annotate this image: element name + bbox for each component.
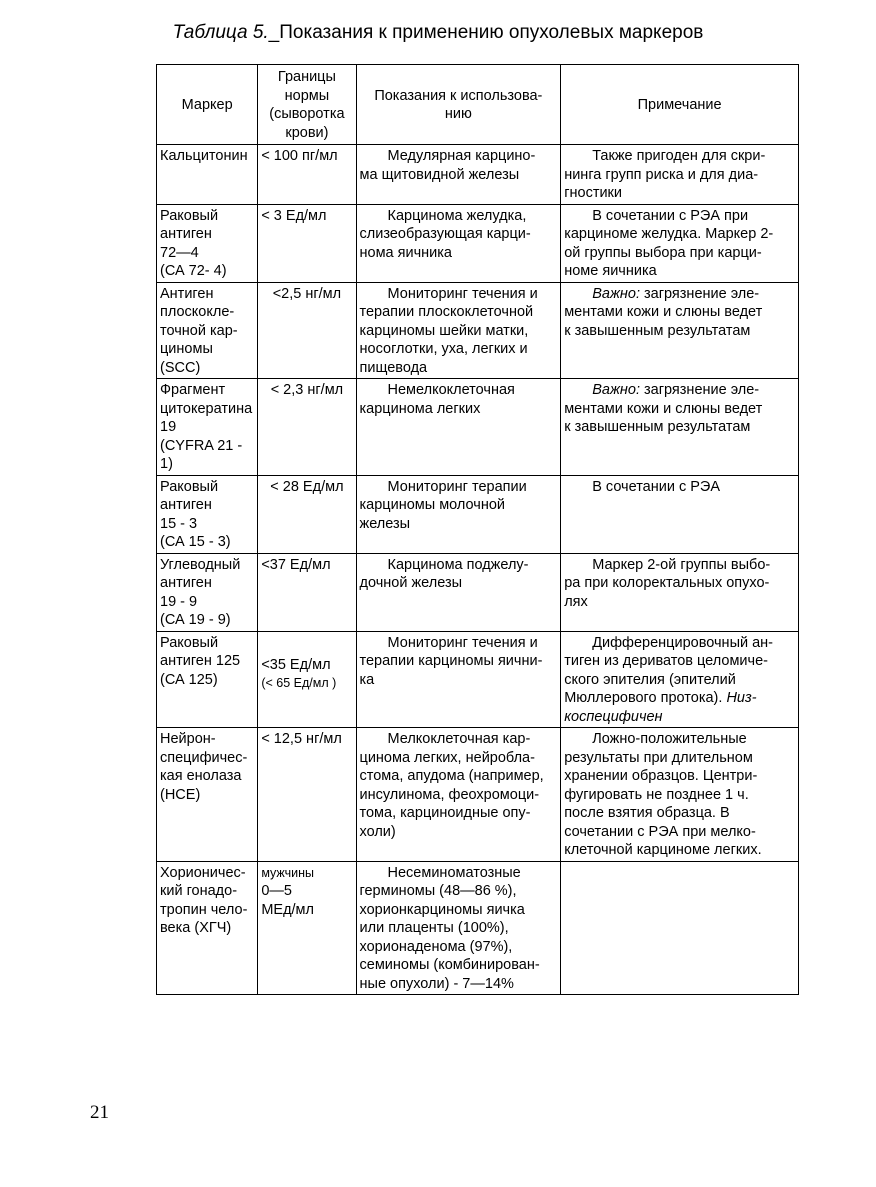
note-line — [564, 400, 795, 419]
note-line — [564, 381, 795, 400]
indication-cell — [356, 282, 561, 379]
note-line — [564, 478, 795, 497]
indication-cell-line: терапии карциномы яични- — [359, 653, 543, 669]
norm-cell-line: <2,5 нг/мл — [272, 285, 342, 302]
indication-cell-line: ные опухоли) - 7—14% — [359, 975, 514, 992]
indication-cell-line: нома яичника — [359, 244, 452, 261]
note-cell-line: Также пригоден для скри- — [592, 148, 766, 164]
header-norm-line: Границы — [277, 69, 336, 85]
marker-cell-line: Хорионичес- — [160, 864, 246, 881]
indication-cell-line: слизеобразующая карци- — [359, 226, 531, 242]
indication-cell-line: Мониторинг течения и — [387, 634, 538, 651]
header-note: Примечание — [561, 65, 799, 145]
marker-cell — [157, 282, 258, 379]
indication-cell-line: инсулинома, феохромоци- — [359, 786, 540, 803]
note-cell-line: гностики — [564, 185, 622, 201]
norm-cell-line: < 2,3 нг/мл — [270, 382, 344, 398]
note-cell-line: загрязнение эле- — [640, 285, 760, 302]
indication-cell-line: карциномы шейки матки, — [359, 322, 529, 339]
norm-cell — [258, 728, 356, 862]
note-line — [564, 322, 795, 341]
note-cell-line: к завышенным результатам — [564, 419, 751, 435]
indication-cell — [356, 145, 561, 205]
norm-cell — [258, 631, 356, 728]
note-line — [564, 418, 795, 437]
note-cell-line: клеточной карциноме легких. — [564, 842, 762, 858]
note-cell-line: к завышенным результатам — [564, 322, 751, 339]
note-cell-line: номе яичника — [564, 263, 657, 279]
marker-cell — [157, 145, 258, 205]
note-cell-line: тиген из дериватов целомиче- — [564, 653, 768, 669]
indication-cell-line: семиномы (комбинирован- — [359, 957, 540, 973]
note-cell-line: Дифференцировочный ан- — [592, 634, 774, 651]
indication-cell-line: Карцинома желудка, — [387, 207, 527, 224]
table-row — [157, 631, 799, 728]
note-line — [564, 184, 795, 203]
note-line — [564, 804, 795, 823]
note-cell-line: лях — [564, 593, 588, 610]
note-line — [564, 841, 795, 860]
note-line — [564, 244, 795, 263]
norm-cell-line: <37 Ед/мл — [261, 556, 331, 573]
note-cell — [561, 631, 799, 728]
note-line — [564, 730, 795, 749]
note-cell-line: Маркер 2-ой группы выбо- — [592, 556, 771, 573]
note-cell-line: сочетании с РЭА при мелко- — [564, 823, 756, 840]
indication-cell-line: хорионаденома (97%), — [359, 938, 513, 955]
table-row — [157, 204, 799, 282]
marker-cell-line: антиген — [160, 575, 212, 591]
norm-cell-line: 0—5 — [261, 883, 292, 899]
marker-cell-line: (НСЕ) — [160, 786, 201, 803]
norm-cell-line: < 28 Ед/мл — [270, 478, 344, 495]
norm-cell — [258, 282, 356, 379]
marker-cell-line: 19 - 9 — [160, 593, 198, 610]
norm-cell — [258, 475, 356, 553]
indication-cell-line: Карцинома поджелу- — [387, 556, 529, 573]
note-tail-emphasis: коспецифичен — [564, 708, 663, 725]
note-line — [564, 262, 795, 281]
table-title-lead: Таблица 5. — [172, 22, 269, 43]
indication-cell-line: Медулярная карцино- — [387, 148, 536, 164]
note-cell-line: нинга групп риска и для диа- — [564, 166, 759, 183]
indication-cell-line: ка — [359, 671, 375, 688]
indication-cell-line: Мелкоклеточная кар- — [387, 731, 531, 747]
header-indication-line: нию — [444, 106, 472, 122]
note-cell — [561, 475, 799, 553]
marker-cell-line: Раковый — [160, 634, 219, 651]
marker-cell-line: специфичес- — [160, 749, 248, 766]
note-cell — [561, 282, 799, 379]
marker-cell — [157, 553, 258, 631]
note-cell-line: В сочетании с РЭА при — [592, 207, 749, 224]
marker-cell-line: тропин чело- — [160, 901, 248, 918]
norm-cell-line: < 3 Ед/мл — [261, 207, 327, 224]
header-indication-line: Показания к использова- — [374, 87, 543, 104]
marker-cell-line: (CYFRA 21 - 1) — [160, 437, 243, 472]
marker-cell-line: 15 - 3 — [160, 515, 198, 532]
table-row — [157, 553, 799, 631]
note-line — [564, 749, 795, 768]
note-line — [564, 634, 795, 653]
note-cell-line: после взятия образца. В — [564, 805, 730, 821]
marker-cell-line: антиген — [160, 226, 212, 242]
table-row — [157, 379, 799, 476]
marker-cell-line: антиген — [160, 497, 212, 513]
note-line — [564, 225, 795, 244]
indication-cell-line: железы — [359, 515, 411, 532]
header-norm-line: (сыворотка — [269, 106, 345, 122]
marker-cell-line: Антиген — [160, 285, 214, 302]
note-line — [564, 786, 795, 805]
marker-cell-line: 72—4 — [160, 244, 199, 261]
indication-cell-line: Несеминоматозные — [387, 864, 521, 881]
note-line — [564, 767, 795, 786]
table-row — [157, 728, 799, 862]
note-cell-line: ского эпителия (эпителий — [564, 671, 736, 688]
norm-sex-label: мужчины — [261, 865, 315, 880]
note-cell-line: ментами кожи и слюны ведет — [564, 400, 763, 417]
marker-cell-line: 19 — [160, 419, 177, 435]
marker-cell — [157, 728, 258, 862]
marker-cell — [157, 631, 258, 728]
table-title-text: Показания к применению опухолевых маркеров — [279, 22, 704, 43]
indication-cell-line: цинома легких, нейробла- — [359, 749, 535, 766]
marker-cell — [157, 475, 258, 553]
indication-cell — [356, 553, 561, 631]
note-line — [564, 823, 795, 842]
note-line — [564, 556, 795, 575]
note-cell-line: ментами кожи и слюны ведет — [564, 304, 763, 320]
marker-cell-line: плоскокле- — [160, 304, 235, 320]
indication-cell-line: хорионкарциномы яичка — [359, 901, 525, 918]
marker-cell-line: кая енолаза — [160, 768, 242, 784]
indication-cell-line: карциномы молочной — [359, 497, 506, 513]
indication-cell-line: карцинома легких — [359, 400, 481, 417]
indication-cell — [356, 631, 561, 728]
indication-cell — [356, 861, 561, 995]
header-indication — [356, 65, 561, 145]
note-line — [564, 207, 795, 226]
marker-cell-line: Раковый — [160, 478, 219, 495]
note-line — [564, 147, 795, 166]
marker-cell-line: века (ХГЧ) — [160, 920, 232, 936]
marker-cell-line: точной кар- — [160, 322, 238, 339]
indication-cell-line: стома, апудома (например, — [359, 768, 544, 784]
marker-cell — [157, 379, 258, 476]
norm-cell — [258, 553, 356, 631]
table-row — [157, 282, 799, 379]
note-cell — [561, 379, 799, 476]
norm-cell-line: < 100 пг/мл — [261, 148, 338, 164]
marker-cell-line: циномы — [160, 341, 213, 357]
indication-cell-line: холи) — [359, 823, 396, 840]
table-title-sep: _ — [268, 22, 280, 43]
indication-cell-line: или плаценты (100%), — [359, 920, 509, 936]
note-cell-line: Ложно-положительные — [592, 731, 747, 747]
note-line — [564, 166, 795, 185]
marker-cell-line: Нейрон- — [160, 731, 216, 747]
indication-cell-line: Мониторинг течения и — [387, 285, 538, 302]
norm-cell-line: (< 65 Ед/мл ) — [261, 676, 337, 690]
marker-cell-line: Фрагмент — [160, 382, 226, 398]
note-line — [564, 671, 795, 690]
marker-cell-line: Углеводный — [160, 556, 241, 573]
marker-cell — [157, 861, 258, 995]
header-norm — [258, 65, 356, 145]
page-number: 21 — [90, 1102, 109, 1123]
marker-cell-line: (СА 15 - 3) — [160, 534, 231, 550]
table-row — [157, 145, 799, 205]
note-cell — [561, 145, 799, 205]
note-cell-line: хранении образцов. Центри- — [564, 768, 758, 784]
marker-cell-line: цитокератина — [160, 400, 253, 417]
marker-cell-line: (SCC) — [160, 359, 201, 376]
note-cell — [561, 728, 799, 862]
header-norm-line: крови) — [285, 124, 329, 141]
indication-cell-line: Мониторинг терапии — [387, 478, 527, 495]
indication-cell — [356, 204, 561, 282]
norm-cell — [258, 379, 356, 476]
indication-cell-line: Немелкоклеточная — [387, 382, 515, 398]
indication-cell-line: тома, карциноидные опу- — [359, 805, 531, 821]
indication-cell-line: носоглотки, уха, легких и — [359, 341, 528, 357]
norm-cell — [258, 861, 356, 995]
indication-cell-line: герминомы (48—86 %), — [359, 883, 517, 899]
indication-cell-line: дочной железы — [359, 575, 463, 591]
note-cell-line: ой группы выбора при карци- — [564, 244, 762, 261]
note-cell — [561, 553, 799, 631]
indication-cell-line: пищевода — [359, 359, 428, 376]
marker-cell-line: Кальцитонин — [160, 148, 248, 164]
note-cell — [561, 861, 799, 995]
norm-cell-line: < 12,5 нг/мл — [261, 731, 342, 747]
note-cell-line: загрязнение эле- — [640, 382, 760, 398]
note-cell-line: результаты при длительном — [564, 749, 753, 766]
note-line — [564, 652, 795, 671]
note-line — [564, 574, 795, 593]
marker-cell-line: (СА 125) — [160, 671, 218, 688]
norm-cell-line: <35 Ед/мл — [261, 656, 331, 673]
table-header-row — [157, 65, 799, 145]
indication-cell-line: терапии плоскоклеточной — [359, 304, 534, 320]
indication-cell — [356, 475, 561, 553]
marker-cell-line: (СА 72- 4) — [160, 263, 227, 279]
header-marker: Маркер — [157, 65, 258, 145]
table-row — [157, 475, 799, 553]
tumor-markers-table — [156, 64, 799, 995]
marker-cell-line: (СА 19 - 9) — [160, 612, 231, 628]
note-cell-line: Мюллерового протока). — [564, 690, 727, 706]
note-tail-emphasis: Низ- — [726, 690, 757, 706]
note-line — [564, 689, 795, 708]
note-line — [564, 285, 795, 304]
indication-cell — [356, 379, 561, 476]
note-line — [564, 593, 795, 612]
table-row — [157, 861, 799, 995]
note-cell-line: карциноме желудка. Маркер 2- — [564, 226, 774, 242]
note-emphasis: Важно: — [592, 285, 640, 302]
norm-cell — [258, 145, 356, 205]
indication-cell-line: ма щитовидной железы — [359, 166, 520, 183]
marker-cell-line: кий гонадо- — [160, 883, 238, 899]
norm-cell-line: МЕд/мл — [261, 901, 314, 918]
marker-cell-line: антиген 125 — [160, 653, 241, 669]
note-cell-line: фугировать не позднее 1 ч. — [564, 786, 749, 803]
norm-cell — [258, 204, 356, 282]
table-body — [157, 145, 799, 995]
header-norm-line: нормы — [284, 87, 330, 104]
marker-cell-line: Раковый — [160, 207, 219, 224]
note-cell-line: ра при колоректальных опухо- — [564, 575, 770, 591]
table-title — [0, 22, 876, 44]
note-line — [564, 303, 795, 322]
marker-cell — [157, 204, 258, 282]
note-cell — [561, 204, 799, 282]
note-emphasis: Важно: — [592, 382, 640, 398]
indication-cell — [356, 728, 561, 862]
note-cell-line: В сочетании с РЭА — [592, 478, 721, 495]
